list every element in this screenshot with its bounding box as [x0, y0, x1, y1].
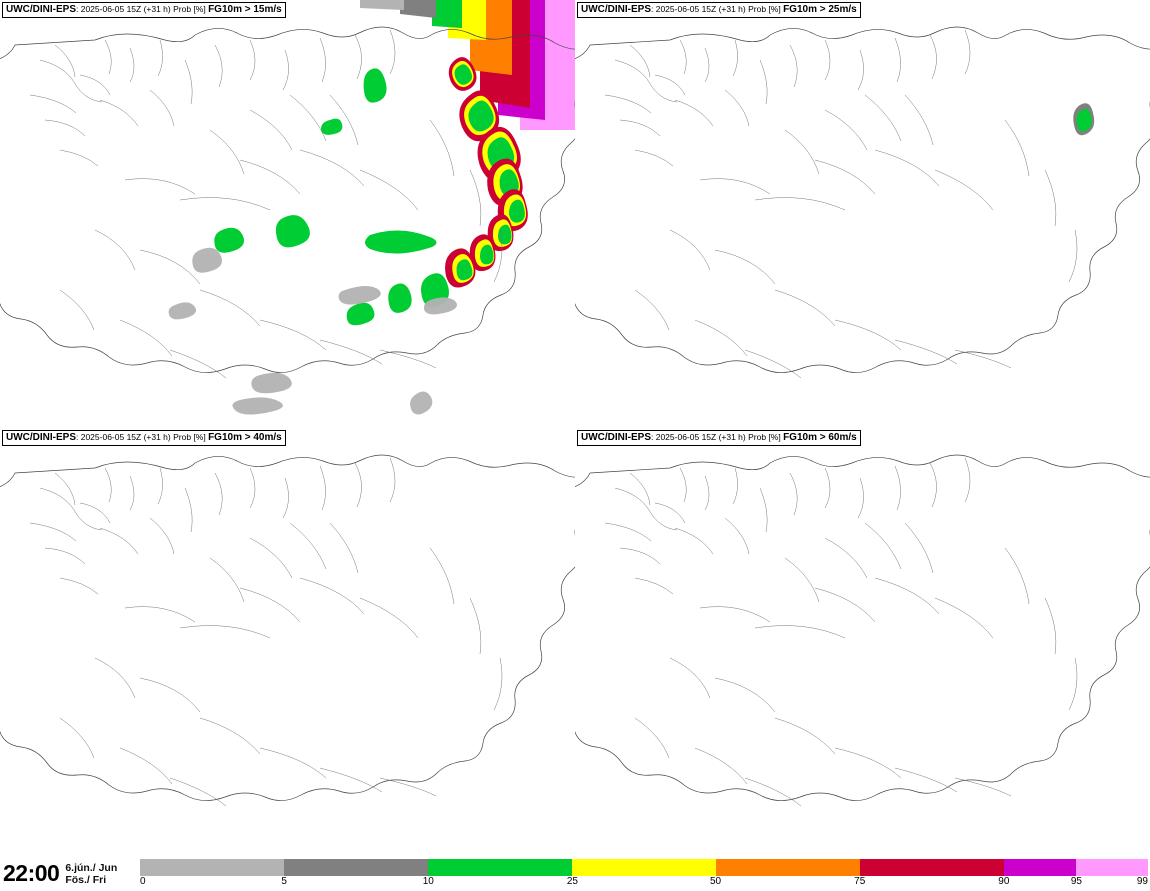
- colorbar-tick: 50: [710, 876, 722, 887]
- panel-fg10m-15ms[interactable]: [0, 0, 575, 428]
- colorbar-tick: 95: [1070, 876, 1082, 887]
- colorbar-segment: [140, 859, 284, 876]
- colorbar-tick: 25: [566, 876, 578, 887]
- colorbar-tick: 5: [281, 876, 287, 887]
- colorbar-tick: 99: [1136, 876, 1148, 887]
- run-meta: : 2025-06-05 15Z (+31 h) Prob [%]: [651, 432, 784, 442]
- colorbar-tick: 0: [140, 876, 146, 887]
- colorbar-gradient: [140, 859, 1148, 876]
- parameter-threshold: FG10m > 60m/s: [783, 432, 857, 443]
- valid-date-line2: Fös./ Fri: [65, 873, 107, 886]
- parameter-threshold: FG10m > 15m/s: [208, 4, 282, 15]
- colorbar-segment: [860, 859, 1004, 876]
- panel-title-4: [577, 430, 861, 446]
- parameter-threshold: FG10m > 40m/s: [208, 432, 282, 443]
- panel-fg10m-25ms[interactable]: [575, 0, 1150, 428]
- colorbar-tick: 90: [998, 876, 1010, 887]
- panel-title-2: [577, 2, 861, 18]
- run-meta: : 2025-06-05 15Z (+31 h) Prob [%]: [76, 4, 209, 14]
- colorbar-segment: [284, 859, 428, 876]
- map-canvas-1[interactable]: [0, 0, 575, 428]
- run-meta: : 2025-06-05 15Z (+31 h) Prob [%]: [651, 4, 784, 14]
- run-meta: : 2025-06-05 15Z (+31 h) Prob [%]: [76, 432, 209, 442]
- map-canvas-4[interactable]: [575, 428, 1150, 856]
- probability-colorbar: [140, 856, 1148, 891]
- map-canvas-2[interactable]: [575, 0, 1150, 428]
- colorbar-segment: [572, 859, 715, 876]
- colorbar-segment: [1004, 859, 1077, 876]
- colorbar-tick-labels: [140, 876, 1148, 890]
- colorbar-tick: 10: [422, 876, 434, 887]
- footer-bar: [0, 856, 1150, 891]
- panel-fg10m-40ms[interactable]: [0, 428, 575, 856]
- model-name: UWC/DINI-EPS: [581, 4, 651, 15]
- parameter-threshold: FG10m > 25m/s: [783, 4, 857, 15]
- valid-time: 22:00: [3, 860, 60, 886]
- colorbar-segment: [1076, 859, 1148, 876]
- panel-fg10m-60ms[interactable]: [575, 428, 1150, 856]
- valid-date: [65, 862, 117, 886]
- colorbar-segment: [428, 859, 572, 876]
- model-name: UWC/DINI-EPS: [6, 4, 76, 15]
- valid-time-box: [0, 856, 135, 891]
- colorbar-segment: [716, 859, 860, 876]
- model-name: UWC/DINI-EPS: [581, 432, 651, 443]
- map-canvas-3[interactable]: [0, 428, 575, 856]
- panel-title-3: [2, 430, 286, 446]
- valid-date-line1: 6.jún./ Jun: [65, 861, 118, 874]
- panel-title-1: [2, 2, 286, 18]
- model-name: UWC/DINI-EPS: [6, 432, 76, 443]
- colorbar-tick: 75: [854, 876, 866, 887]
